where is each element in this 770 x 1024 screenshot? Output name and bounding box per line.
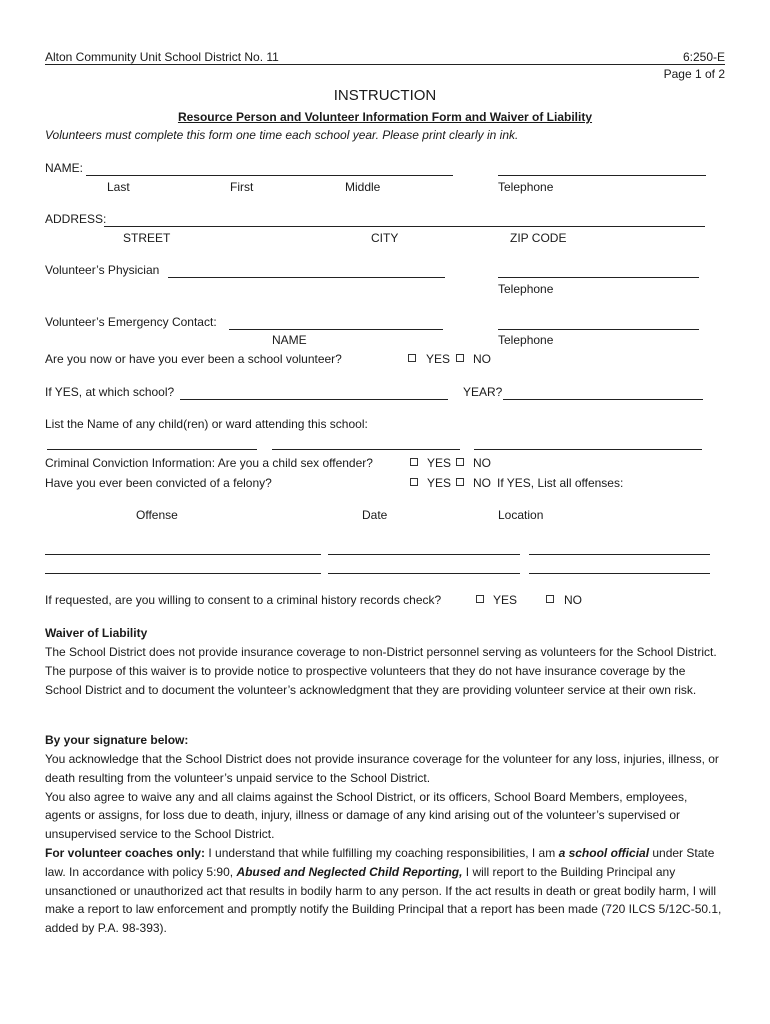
child-input-line-1[interactable] xyxy=(47,449,257,450)
sex-offender-no-label: NO xyxy=(473,456,491,470)
date-caption: Date xyxy=(362,508,388,522)
school-volunteer-no-checkbox[interactable] xyxy=(456,354,464,362)
street-caption: STREET xyxy=(123,231,171,245)
sex-offender-no-checkbox[interactable] xyxy=(456,458,464,466)
child-input-line-3[interactable] xyxy=(474,449,702,450)
city-caption: CITY xyxy=(371,231,399,245)
location-input-line-1[interactable] xyxy=(529,554,710,555)
felony-question: Have you ever been convicted of a felony? xyxy=(45,476,272,490)
page-title: INSTRUCTION xyxy=(333,87,437,104)
middle-caption: Middle xyxy=(345,180,381,194)
felony-yes-label: YES xyxy=(427,476,452,490)
signature-terms xyxy=(45,750,725,938)
header-rule xyxy=(45,64,725,65)
year-input-line[interactable] xyxy=(503,399,703,400)
offense-input-line-2[interactable] xyxy=(45,573,321,574)
physician-input-line[interactable] xyxy=(168,277,445,278)
emergency-name-input-line[interactable] xyxy=(229,329,443,330)
location-input-line-2[interactable] xyxy=(529,573,710,574)
which-school-input-line[interactable] xyxy=(180,399,448,400)
records-check-yes-checkbox[interactable] xyxy=(476,595,484,603)
records-check-question: If requested, are you willing to consent to a criminal history records check? xyxy=(45,593,442,607)
waive-claims-paragraph: You also agree to waive any and all claims against the School District, or its officers, School Board Members, employees, agents or assigns, for loss due to death, injury, illness or damage of any kind arising out of the volunteer’s supervised or unsupervised service to the School District. xyxy=(45,789,688,842)
physician-label: Volunteer’s Physician xyxy=(45,263,160,277)
date-input-line-2[interactable] xyxy=(328,573,520,574)
school-official-term: a school official xyxy=(558,845,650,860)
telephone-caption: Telephone xyxy=(498,180,554,194)
school-volunteer-yes-checkbox[interactable] xyxy=(408,354,416,362)
name-label: NAME: xyxy=(45,161,84,175)
felony-yes-checkbox[interactable] xyxy=(410,478,418,486)
last-caption: Last xyxy=(107,180,130,194)
coaches-paragraph: For volunteer coaches only: I understand that while fulfilling my coaching responsibilities, I am a school official under State law. In accordance with policy 5:90, Abused and Neglected Child Reporting, I will report to the Building Principal any unsanctioned or unauthorized act that results in bodily harm to any person. If the act results in death or great bodily harm, I will make a report to law enforcement and promptly notify the Building Principal that a report has been made (720 ILCS 5/12C-50.1, added by P.A. 98-393). xyxy=(45,845,722,936)
records-check-no-label: NO xyxy=(564,593,582,607)
form-instruction: Volunteers must complete this form one time each school year. Please print clearly in ink. xyxy=(45,128,519,142)
physician-telephone-caption: Telephone xyxy=(498,282,554,296)
waiver-heading: Waiver of Liability xyxy=(45,626,148,640)
date-input-line-1[interactable] xyxy=(328,554,520,555)
list-offenses-label: If YES, List all offenses: xyxy=(497,476,624,490)
emergency-name-caption: NAME xyxy=(272,333,307,347)
telephone-input-line[interactable] xyxy=(498,175,706,176)
acknowledgment-paragraph: You acknowledge that the School District does not provide insurance coverage for the volunteer for any loss, injuries, illness, or death resulting from the volunteer’s unpaid service to the School District. xyxy=(45,752,719,785)
no-label: NO xyxy=(473,352,491,366)
waiver-text: The School District does not provide insurance coverage to non-District personnel serving as volunteers for the School District. The purpose of this waiver is to provide notice to prospective volunteers that they do not have insurance coverage by the School District and to document the volunteer’s acknowledgment that they are providing volunteer service at their own risk. xyxy=(45,645,717,697)
signature-heading: By your signature below: xyxy=(45,733,189,747)
emergency-phone-input-line[interactable] xyxy=(498,329,699,330)
yes-label: YES xyxy=(426,352,451,366)
first-caption: First xyxy=(230,180,254,194)
children-label: List the Name of any child(ren) or ward attending this school: xyxy=(45,417,368,431)
sex-offender-yes-checkbox[interactable] xyxy=(410,458,418,466)
physician-phone-input-line[interactable] xyxy=(498,277,699,278)
offense-caption: Offense xyxy=(136,508,178,522)
location-caption: Location xyxy=(498,508,544,522)
year-label: YEAR? xyxy=(463,385,503,399)
which-school-label: If YES, at which school? xyxy=(45,385,175,399)
address-input-line[interactable] xyxy=(104,226,705,227)
records-check-yes-label: YES xyxy=(493,593,518,607)
felony-no-checkbox[interactable] xyxy=(456,478,464,486)
district-name: Alton Community Unit School District No. 11 xyxy=(45,50,279,64)
sex-offender-question: Criminal Conviction Information: Are you a child sex offender? xyxy=(45,456,373,470)
emergency-contact-label: Volunteer’s Emergency Contact: xyxy=(45,315,217,329)
school-volunteer-question: Are you now or have you ever been a school volunteer? xyxy=(45,352,342,366)
policy-number: 6:250-E xyxy=(682,50,725,64)
coaches-label: For volunteer coaches only: xyxy=(45,845,206,860)
child-input-line-2[interactable] xyxy=(272,449,460,450)
page-number: Page 1 of 2 xyxy=(663,67,725,81)
policy-title: Abused and Neglected Child Reporting, xyxy=(236,864,463,879)
felony-no-label: NO xyxy=(473,476,491,490)
records-check-no-checkbox[interactable] xyxy=(546,595,554,603)
name-input-line[interactable] xyxy=(86,175,453,176)
address-label: ADDRESS: xyxy=(45,212,107,226)
zip-caption: ZIP CODE xyxy=(510,231,567,245)
sex-offender-yes-label: YES xyxy=(427,456,452,470)
emergency-telephone-caption: Telephone xyxy=(498,333,554,347)
offense-input-line-1[interactable] xyxy=(45,554,321,555)
form-subtitle: Resource Person and Volunteer Information Form and Waiver of Liability xyxy=(177,110,593,124)
